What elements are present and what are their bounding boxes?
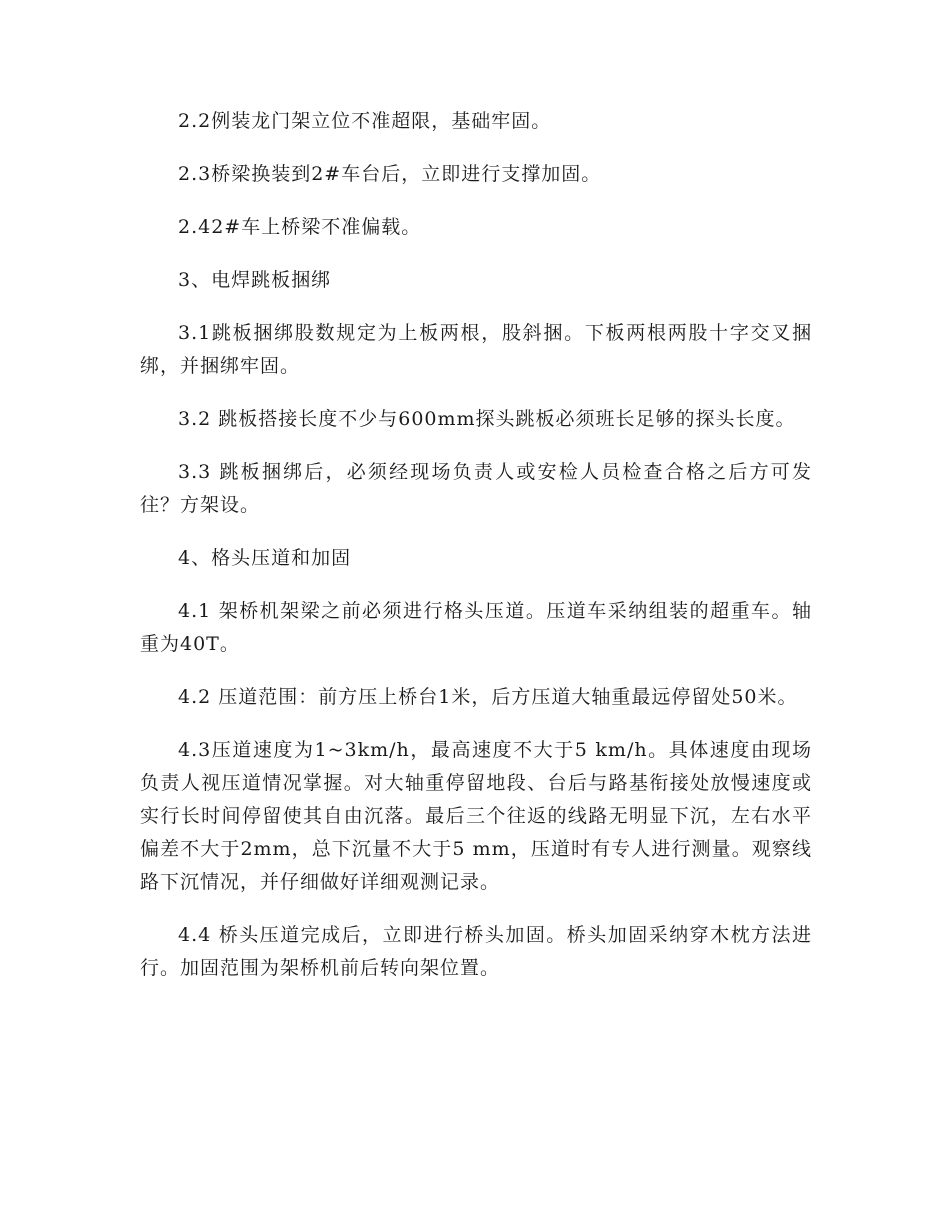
paragraph-3-2: 3.2 跳板搭接长度不少与600mm探头跳板必须班长足够的探头长度。 — [178, 408, 796, 430]
paragraph-4-3: 4.3压道速度为1~3km/h，最高速度不大于5 km/h。具体速度由现场负责人视压道情况掌握。对大轴重停留地段、台后与路基衔接处放慢速度或实行长时间停留使其自由沉落。最后三个往返的线路无明显下沉，左右水平偏差不大于2mm，总下沉量不大于5 mm，压道时有专人进行测量。观察线路下沉情况，并仔细做好详细观测记录。 — [140, 739, 812, 893]
paragraph-4-4: 4.4 桥头压道完成后，立即进行桥头加固。桥头加固采纳穿木枕方法进行。加固范围为架桥机前后转向架位置。 — [140, 924, 812, 979]
document-body — [140, 105, 812, 1005]
paragraph-3-3: 3.3 跳板捆绑后，必须经现场负责人或安检人员检查合格之后方可发往？方架设。 — [140, 461, 812, 516]
paragraph-4-1: 4.1 架桥机架梁之前必须进行格头压道。压道车采纳组装的超重车。轴重为40T。 — [140, 600, 812, 655]
paragraph-2-3: 2.3桥梁换装到2#车台后，立即进行支撑加固。 — [178, 163, 602, 185]
paragraph-2-4: 2.42#车上桥梁不准偏载。 — [178, 216, 422, 238]
section-heading-4: 4、格头压道和加固 — [178, 547, 352, 569]
paragraph-3-1: 3.1跳板捆绑股数规定为上板两根，股斜捆。下板两根两股十字交叉捆绑，并捆绑牢固。 — [140, 322, 812, 377]
section-heading-3: 3、电焊跳板捆绑 — [178, 269, 332, 291]
paragraph-4-2: 4.2 压道范围：前方压上桥台1米，后方压道大轴重最远停留处50米。 — [178, 686, 798, 708]
paragraph-2-2: 2.2例装龙门架立位不准超限，基础牢固。 — [178, 110, 552, 132]
